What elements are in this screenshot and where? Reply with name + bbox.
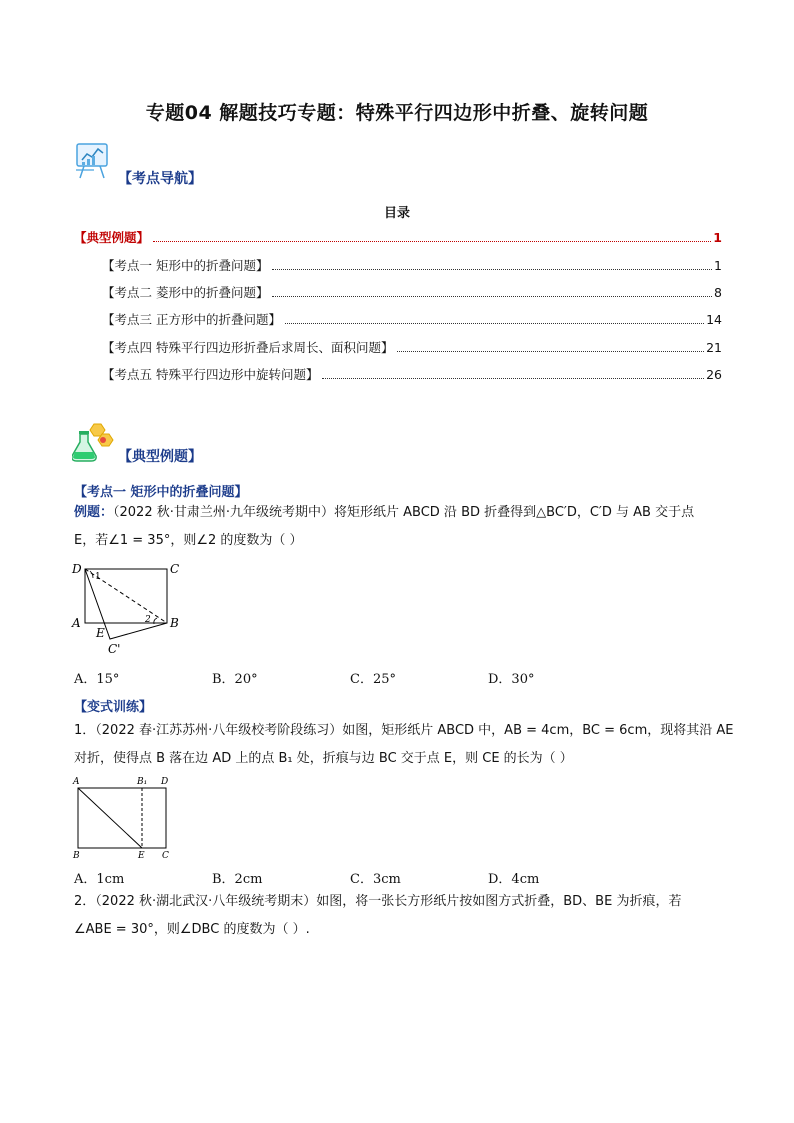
toc-label: 【考点五 特殊平行四边形中旋转问题】 [102,367,319,382]
example-question [74,499,724,555]
example-option-c[interactable]: C．25° [350,672,396,687]
example-option-b[interactable]: B．20° [212,672,258,687]
examples-heading: 【典型例题】 [118,449,202,465]
toc-leader [322,377,704,379]
toc-label: 【考点三 正方形中的折叠问题】 [102,312,281,327]
toc-label: 【考点四 特殊平行四边形折叠后求周长、面积问题】 [102,340,394,355]
presentation-board-icon [74,140,114,180]
vertex-label-c: C [162,851,169,860]
vertex-label-c: C [170,562,180,576]
toc-entry[interactable] [102,283,722,301]
toc-entry-main[interactable] [74,228,722,246]
vertex-label-d: D [161,777,169,787]
page-title: 专题04 解题技巧专题：特殊平行四边形中折叠、旋转问题 [145,102,649,124]
toc-entry[interactable] [102,338,722,356]
toc-leader [272,295,712,297]
toc-entry[interactable] [102,310,722,328]
vertex-label-d: D [72,562,82,576]
variant-heading: 【变式训练】 [74,700,153,715]
vertex-label-e: E [138,851,145,860]
q1-option-a[interactable]: A．1cm [74,872,125,887]
toc-entry[interactable] [102,256,722,274]
toc-page: 14 [706,312,722,327]
example-option-d[interactable]: D．30° [488,672,535,687]
toc-leader [153,240,711,242]
q1-option-d[interactable]: D．4cm [488,872,540,887]
flask-honeycomb-icon [72,420,114,464]
toc-page: 1 [714,258,722,273]
q1-figure [70,774,180,860]
toc-page: 1 [713,230,722,245]
toc-entry[interactable] [102,365,722,383]
vertex-label-b1: B₁ [137,777,148,787]
q1-option-c[interactable]: C．3cm [350,872,401,887]
q2-question [74,888,734,944]
q2-line-1: 2．（2022 秋·湖北武汉·八年级统考期末）如图，将一张长方形纸片按如图方式折叠，BD、BE 为折痕，若 [74,894,682,909]
vertex-label-c-prime: C' [108,642,121,656]
toc-page: 21 [706,340,722,355]
vertex-label-a: A [73,777,80,787]
nav-heading: 【考点导航】 [118,171,202,187]
vertex-label-e: E [96,626,105,640]
example-option-a[interactable]: A．15° [74,672,120,687]
point1-heading: 【考点一 矩形中的折叠问题】 [74,485,248,500]
toc-leader [272,268,712,270]
toc-label: 【典型例题】 [74,230,150,245]
q1-option-b[interactable]: B．2cm [212,872,263,887]
angle-label-2: 2 [145,615,151,625]
toc-leader [397,350,704,352]
q1-question [74,717,734,773]
toc-leader [285,322,704,324]
vertex-label-b: B [170,616,179,630]
example-figure [66,558,186,658]
vertex-label-b: B [73,851,80,860]
toc-label: 【考点二 菱形中的折叠问题】 [102,285,269,300]
example-prefix: 例题： [74,505,114,520]
q2-line-2: ∠ABE = 30°，则∠DBC 的度数为（ ）. [74,922,310,937]
toc-page: 8 [714,285,722,300]
q1-line-1: 1．（2022 春·江苏苏州·八年级校考阶段练习）如图，矩形纸片 ABCD 中，AB = 4cm，BC = 6cm，现将其沿 AE [74,723,734,738]
vertex-label-a: A [72,616,81,630]
example-line-2: E，若∠1 = 35°，则∠2 的度数为（ ） [74,533,303,548]
toc-page: 26 [706,367,722,382]
q1-line-2: 对折，使得点 B 落在边 AD 上的点 B₁ 处，折痕与边 BC 交于点 E，则 CE 的长为（ ） [74,751,573,766]
toc-label: 【考点一 矩形中的折叠问题】 [102,258,269,273]
angle-label-1: 1 [95,572,101,582]
example-line-1: （2022 秋·甘肃兰州·九年级统考期中）将矩形纸片 ABCD 沿 BD 折叠得到△BC′D，C′D 与 AB 交于点 [113,505,695,520]
toc-title: 目录 [383,206,410,221]
